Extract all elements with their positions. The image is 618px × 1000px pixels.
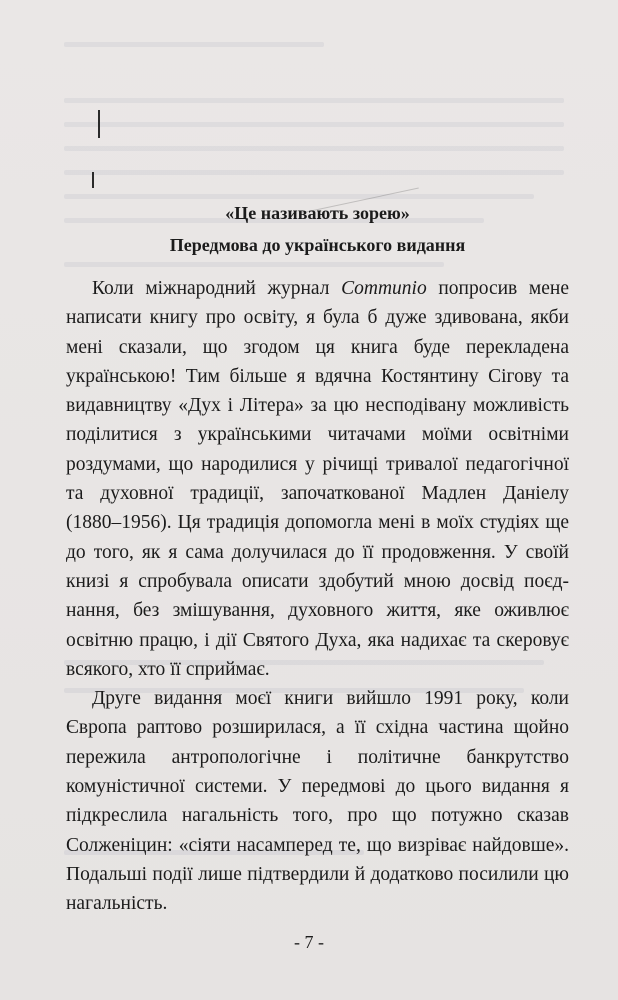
journal-title: Communio bbox=[341, 278, 427, 299]
paragraph-1 bbox=[66, 274, 569, 684]
ink-mark bbox=[92, 172, 94, 188]
bleed-through-text bbox=[64, 170, 564, 175]
bleed-through-text bbox=[64, 122, 564, 127]
text-block bbox=[66, 198, 569, 919]
bleed-through-text bbox=[64, 98, 564, 103]
paragraph-1-start: Коли міжнародний журнал bbox=[92, 278, 342, 299]
paragraph-2: Друге видання моєї книги вийшло 1991 року, коли Європа раптово розширилася, а її східна частина щойно пережила антропологічне і політичне банкрутство комуністичної системи. У передмові до цього видання я підкреслила нагальність того, про що потужно сказав Солженіцин: «сіяти насамперед те, що визріває найдовше». Подальші події лише підтвердили й додатково посилили цю нагальність. bbox=[66, 688, 569, 915]
chapter-subtitle: Передмова до українського видання bbox=[169, 235, 466, 255]
bleed-through-text bbox=[64, 42, 324, 47]
chapter-heading: «Це називають зорею» bbox=[225, 203, 410, 223]
page-number: - 7 - bbox=[294, 932, 324, 952]
bleed-through-text bbox=[64, 146, 564, 151]
paragraph-1-rest: попросив мене написати книгу про освіту, я була б дуже здивована, якби мені сказали, що згодом ця книга буде перекладена українською! Тим більше я вдячна Костянтину Сігову та видавництву «Дух і Літера» за цю несподівану можливість поділитися з українськими читачами моїми освітніми роздумами, що народилися у річищі тривалої педагогічної та духовної традиції, започаткованої Мадлен Даніелу (1880–1956). Ця традиція допомогла мені в моїх студіях ще до того, як я сама долучилася до її продовження. У своїй книзі я спробувала описати здобутий мною досвід поєднання, без змішування, духовного життя, яке оживлює освітню працю, і дії Святого Духа, яка надихає та скеровує всякого, хто її сприймає. bbox=[66, 278, 569, 680]
ink-mark bbox=[98, 110, 100, 138]
